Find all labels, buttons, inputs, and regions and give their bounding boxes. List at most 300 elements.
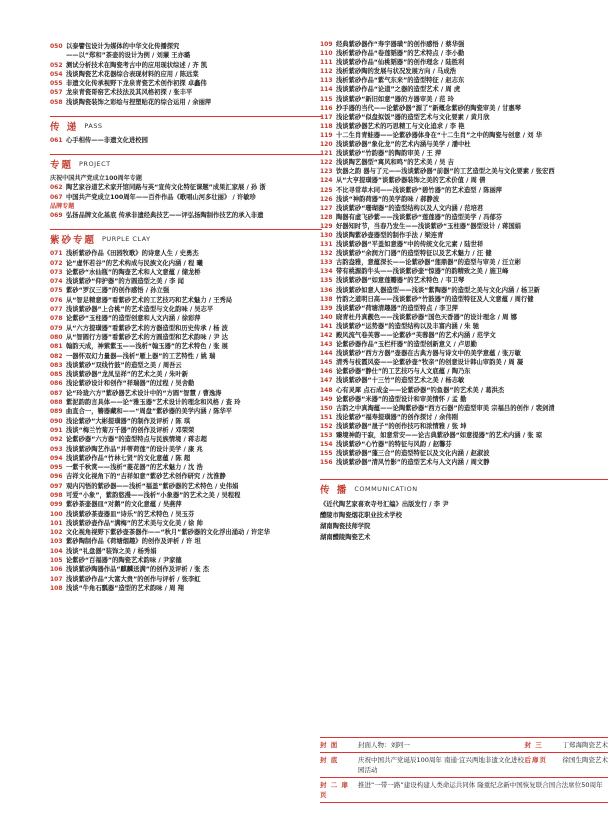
toc-entry bbox=[320, 231, 608, 240]
page-number: 094 bbox=[50, 454, 63, 462]
entry-title: 翰韵天成，神萦紫玉——浅析“翰玉器”的艺术特色 / 张 展 bbox=[66, 343, 228, 351]
entry-title: 论紫砂“玉柱器”的造型创意和人文内涵 / 徐彩萍 bbox=[66, 315, 201, 323]
page-number: 117 bbox=[320, 113, 333, 121]
page-number: 149 bbox=[320, 395, 333, 403]
cover-text: 庆祝中国共产党诞辰100周年 南通·宜兴两地非遗文化进校园活动 bbox=[358, 756, 525, 774]
section-title: 传 播 bbox=[320, 485, 349, 497]
page-number: 080 bbox=[50, 333, 63, 341]
cover-row bbox=[320, 780, 608, 800]
section-header-chuanbo1 bbox=[50, 116, 322, 133]
entry-title: 论紫砂“百福器”的陶瓷艺术韵味 / 尹家德 bbox=[66, 557, 182, 565]
page-number: 077 bbox=[50, 306, 63, 314]
entry-title: 从“大亨提璜器”谈紫砂器装饰之美的艺术价值 / 周 倩 bbox=[336, 177, 486, 185]
entry-title: 中国共产党成立100周年——百件作品《歌唱山河多壮丽》 / 许敏珍 bbox=[66, 193, 256, 201]
entry-title: 论紫砂器“六方器”的造型特点与民族情境 / 蒋志超 bbox=[66, 436, 207, 444]
toc-entry bbox=[320, 85, 608, 94]
toc-entry bbox=[50, 575, 322, 584]
entry-title: 浅析紫砂作品《田园牧歌》的诗意人生 / 史勇杰 bbox=[66, 250, 199, 258]
toc-entry bbox=[320, 358, 608, 367]
toc-entry bbox=[50, 370, 322, 379]
entry-title: 经典紫砂器作“寿宇器璜”的创作感悟 / 蔡华强 bbox=[336, 41, 465, 48]
divider-line bbox=[320, 737, 608, 738]
entry-title: 清秀与枝霞风姿——论紫砂壶“牧亲”的创意设计韩山审韵美 / 周 凝 bbox=[336, 359, 524, 367]
toc-entry bbox=[50, 296, 322, 305]
page-number: 098 bbox=[50, 491, 63, 499]
page-number: 152 bbox=[320, 422, 333, 430]
toc-entry bbox=[320, 376, 608, 385]
toc-entry bbox=[50, 454, 322, 463]
page-number: 128 bbox=[320, 213, 333, 221]
entry-title: 古韵盎雅，意蕴深长——论紫砂器“莲鼎器”的造型与审美 / 汪立彬 bbox=[336, 259, 521, 267]
toc-entry bbox=[50, 528, 322, 537]
page-number: 100 bbox=[50, 510, 63, 518]
page-number: 052 bbox=[50, 61, 63, 69]
toc-entry bbox=[50, 79, 322, 88]
project-subheading: 品牌专题 bbox=[50, 202, 75, 210]
entry-title: 从“六方提璜器”看紫砂艺术的方器造型和历史传承 / 杨 波 bbox=[66, 324, 228, 332]
entry-title: 以泰譬包设计为媒体的中华文化传播探究 bbox=[66, 43, 180, 50]
page-number: 102 bbox=[50, 529, 63, 537]
toc-entry bbox=[50, 352, 322, 361]
page-number: 075 bbox=[50, 287, 63, 295]
entry-title: 浅谈紫砂“心竹器”的特征与风韵 / 赵馨芬 bbox=[336, 441, 452, 449]
page-number: 107 bbox=[50, 575, 63, 583]
toc-entry bbox=[50, 510, 322, 519]
page-number: 081 bbox=[50, 343, 63, 351]
page-number: 058 bbox=[50, 98, 63, 106]
toc-entry bbox=[50, 136, 322, 145]
cover-row bbox=[320, 755, 608, 775]
page-number: 127 bbox=[320, 204, 333, 212]
entry-title: 论紫砂器“米器”的造型设计和审美情怀 / 孟 勤 bbox=[336, 395, 467, 403]
entry-title: 浅谈紫砂作品“大富大贵”的创作与评析 / 张李虹 bbox=[66, 575, 201, 583]
entry-title: 浅谈紫砂器“龙凤呈祥”的艺术之美 / 朱叶新 bbox=[66, 371, 189, 379]
page-number: 144 bbox=[320, 350, 333, 358]
toc-entry bbox=[50, 211, 322, 220]
entry-title: 从“智足精意器”看紫砂艺术的工艺技巧和艺术魅力 / 王秀局 bbox=[66, 296, 233, 304]
entry-title: 浅谈紫砂作品“竹林七贤”的文化意蕴 / 陈 超 bbox=[66, 454, 191, 462]
page-number: 074 bbox=[50, 278, 63, 286]
entry-title: 古韵之中真淘蕴——论陶紫砂器“西方石器”的造型审美 宗福吕的创作 / 裴剑清 bbox=[336, 404, 555, 412]
toc-entry bbox=[320, 149, 608, 158]
cover-label: 封 二 扉 页 bbox=[320, 781, 350, 799]
entry-title: 抄手器的当代——论紫砂器“源了”新概念紫砂的陶瓷审美 / 甘惠琴 bbox=[336, 104, 521, 112]
entry-title: 十二生肖青蛙器——论紫砂器体身在“十二生肖”之中的陶瓷与创意 / 刘 华 bbox=[336, 131, 543, 139]
toc-entry bbox=[50, 88, 322, 97]
entry-title: 浅谈紫砂器“十三竹”的造型艺术之美 / 杨志敏 bbox=[336, 377, 465, 385]
toc-entry bbox=[320, 395, 608, 404]
entry-title: 心有灵犀 点石成金——论紫砂器“钓鱼器”的艺术美 / 葛洪杰 bbox=[336, 386, 505, 394]
page-number: 115 bbox=[320, 95, 333, 103]
toc-entry bbox=[50, 463, 322, 472]
entry-title: 浅谈紫砂“新旧如意”器的方器审美 / 范 玲 bbox=[336, 95, 454, 103]
toc-entry bbox=[50, 565, 322, 574]
page-number: 082 bbox=[50, 352, 63, 360]
entry-title: 紫泥韵韵言具体——论“雅玉器”艺术设计的理念和风格 / 查 玲 bbox=[66, 399, 241, 407]
page-number: 108 bbox=[50, 584, 63, 592]
entry-title: 紫砂茶壶器皿“对鹅”的文化意蕴 / 吴燕萍 bbox=[66, 501, 182, 509]
page-number: 096 bbox=[50, 473, 63, 481]
page-number: 092 bbox=[50, 436, 63, 444]
cover-label: 封 三 bbox=[524, 741, 543, 749]
page-number: 069 bbox=[50, 211, 63, 219]
entry-title: 浅谈紫砂“双线竹鼓”的造型之美 / 周吾云 bbox=[66, 361, 182, 369]
toc-entry bbox=[50, 183, 322, 192]
toc-entry bbox=[50, 407, 322, 416]
toc-entry bbox=[320, 104, 608, 113]
toc-entry bbox=[320, 222, 608, 231]
entry-title: 浅谈“牛角石瓢器”造型的艺术韵味 / 周 翔 bbox=[66, 584, 184, 592]
toc-entry bbox=[320, 431, 608, 440]
page-number: 073 bbox=[50, 268, 63, 276]
page-number: 087 bbox=[50, 389, 63, 397]
entry-title: 浅谈紫砂器“晟子”的创作技巧和浓情雅 / 张 坤 bbox=[336, 422, 467, 430]
entry-title: 浅析紫砂作品“卷莲韬器”的艺术特点 / 李小勤 bbox=[336, 50, 465, 58]
page-number: 090 bbox=[50, 417, 63, 425]
page-number: 113 bbox=[320, 77, 333, 85]
cover-row bbox=[320, 740, 608, 750]
section-subtitle: COMMUNICATION bbox=[354, 485, 418, 494]
page-number: 089 bbox=[50, 408, 63, 416]
entry-title: 紫砂陶制作品《荷塘烟趣》的创作及评析 / 许 坦 bbox=[66, 538, 201, 546]
toc-entry bbox=[320, 458, 608, 467]
cover-text: 封面人物：刘阿一 bbox=[358, 741, 410, 749]
entry-title: 殿风流气卷芙蓉——论紫砂“芙蓉器”的艺术内涵 / 范学文 bbox=[336, 332, 496, 339]
entry-title: 浅谈紫砂“仰护器”的方圆造型之美 / 李 闻 bbox=[66, 278, 184, 286]
page-number: 055 bbox=[50, 80, 63, 88]
section-header-chuanbo2 bbox=[320, 479, 608, 496]
toc-entry bbox=[50, 519, 322, 528]
toc-entry bbox=[50, 342, 322, 351]
entry-title: 浅谈紫砂器“清风竹影”的造型艺术与人文内涵 / 周文静 bbox=[336, 459, 490, 467]
entry-title: 一器怀双幻力量器—浅析“雁上器”的工艺特性 / 姚 瑞 bbox=[66, 352, 216, 360]
page-number: 067 bbox=[50, 193, 63, 201]
toc-entry bbox=[320, 510, 608, 521]
entry-title: 陶器有虚飞砂紫——浅谈紫砂“莲莲器”的造型美学 / 冯郁芬 bbox=[336, 213, 503, 221]
section-subtitle: PROJECT bbox=[79, 160, 111, 169]
page-number: 145 bbox=[320, 359, 333, 367]
section-title: 紫砂专题 bbox=[50, 235, 97, 247]
entry-title: 紫砂“罗汉三器”的创作感悟 / 孙立强 bbox=[66, 287, 170, 295]
toc-entry bbox=[320, 295, 608, 304]
page-number: 124 bbox=[320, 177, 333, 185]
page-number: 105 bbox=[50, 557, 63, 565]
toc-entry bbox=[50, 435, 322, 444]
entry-title: 论“虚怀若谷”的艺术构成与民族文化内涵 / 程 曦 bbox=[66, 259, 203, 267]
entry-title: 从“智圆行方器”看紫砂艺术的方圆造型和艺术韵味 / 尹 达 bbox=[66, 333, 228, 341]
toc-entry bbox=[320, 58, 608, 67]
toc-entry bbox=[50, 491, 322, 500]
entry-title: 浅谈陶瓷装饰之彩绘与捏塑贴花的综合运用 / 余丽萍 bbox=[66, 98, 212, 106]
page-number: 054 bbox=[50, 70, 63, 78]
toc-entry bbox=[320, 186, 608, 195]
toc-entry bbox=[320, 113, 608, 122]
entry-title: 测试分析技术在陶瓷考古中的应用现状综述 / 齐 凯 bbox=[66, 61, 208, 69]
page-number: 130 bbox=[320, 231, 333, 239]
entry-title: 浅谈“神韵荷器”的美学韵味 / 郝静波 bbox=[336, 195, 440, 203]
toc-entry bbox=[50, 314, 322, 323]
toc-entry bbox=[320, 367, 608, 376]
entry-title: 浅谈陶瓷艺术花器综合表现材料的应用 / 陈远棠 bbox=[66, 70, 199, 78]
page-number: 154 bbox=[320, 441, 333, 449]
divider-line bbox=[320, 752, 608, 753]
entry-title: 带有桃源韵牛头——浅谈紫砂壶“惊器”的韵精致之美 / 施卫峰 bbox=[336, 268, 509, 276]
entry-title: 浅谈紫砂“运势器”的造型结构以及丰富内涵 / 朱 驰 bbox=[336, 322, 480, 330]
entry-title: 论紫砂“水仙瓶”的陶壶艺术和人文意蕴 / 储龙桥 bbox=[66, 268, 201, 276]
toc-entry bbox=[50, 426, 322, 435]
entry-title: ——以“郑和”茶壶的设计为例 / 刘蒹 王亦璐 bbox=[66, 52, 191, 60]
page-number: 110 bbox=[320, 50, 333, 58]
project-subheading: 庆祝中国共产党成立100周年专题 bbox=[50, 175, 142, 183]
page-number: 141 bbox=[320, 322, 333, 330]
page-number: 146 bbox=[320, 368, 333, 376]
entry-title: 心手相传——非遗文化进校园 bbox=[66, 137, 148, 145]
page-number: 079 bbox=[50, 324, 63, 332]
page-number: 071 bbox=[50, 250, 63, 258]
entry-title: 晓青杜丹真靓色——浅谈紫砂器“国色天香器”的设计理念 / 周 娜 bbox=[336, 313, 517, 321]
page-number: 143 bbox=[320, 341, 333, 349]
entry-title: 不比寻常草木同——浅谈紫砂“碧竹器”的艺术造型 / 陈丽萍 bbox=[336, 186, 503, 194]
entry-title: 臻境神韵干寂，如意常安——论古典紫砂器“如意提器”的艺术内涵 / 张 琼 bbox=[336, 432, 543, 440]
entry-title: 醴陵市陶瓷烟花职业技术学校 bbox=[320, 512, 402, 520]
page-number: 120 bbox=[320, 141, 333, 149]
page-number: 131 bbox=[320, 241, 333, 249]
toc-entry bbox=[320, 122, 608, 131]
page-number: 078 bbox=[50, 315, 63, 323]
cover-text: 徐国生陶瓷艺术 bbox=[562, 756, 608, 764]
page-number: 153 bbox=[320, 432, 333, 440]
entry-title: 好器知时节，当春乃发生——浅谈紫砂“玉柱器”器型设计 / 蒋国娟 bbox=[336, 222, 521, 230]
page-number: 104 bbox=[50, 547, 63, 555]
right-column bbox=[320, 40, 608, 543]
toc-entry bbox=[50, 389, 322, 398]
section-title: 专题 bbox=[50, 160, 74, 172]
entry-title: 观内闪悟的紫砂器——浅析“福盖”紫砂器的艺术特色 / 史伟娟 bbox=[66, 482, 239, 490]
entry-title: 浅谈紫砂器“象化龙”的艺术内涵与美学 / 潘中杜 bbox=[336, 141, 471, 149]
toc-entry bbox=[320, 422, 608, 431]
page-number: 109 bbox=[320, 41, 333, 48]
entry-title: 浅论紫砂设计和创作“祥瑞器”的过程 / 吴舍勤 bbox=[66, 380, 195, 388]
toc-entry bbox=[50, 333, 322, 342]
entry-title: 浅论紫砂“福寿提璜器”的创作探讨 / 余伟刚 bbox=[336, 413, 459, 421]
entry-title: 文化视角视野下紫砂壶茶器作——“秋月”紫砂器的文化浮出涌动 / 许定华 bbox=[66, 529, 270, 537]
page-number: 133 bbox=[320, 259, 333, 267]
entry-title: 可爱“小象”，紫韵悠漫——浅析“小象器”的艺术之美 / 吴程程 bbox=[66, 491, 241, 499]
entry-title: 浅谈紫砂陶艺作品“并蒂荷莲”的设计美学 / 康 兆 bbox=[66, 445, 203, 453]
entry-title: 浅谈紫砂茶壶器皿“诗乐”的艺术特色 / 吴玉芬 bbox=[66, 510, 195, 518]
page-number: 125 bbox=[320, 186, 333, 194]
cover-label: 封 底 bbox=[320, 756, 339, 764]
entry-title: 论“玲珑六方”紫砂器艺术设计中的“方圆”智慧 / 曹逸涛 bbox=[66, 389, 222, 397]
entry-title: 陶艺家谷道艺术家开馆同路与英“宣传文化特征课题”成果汇家展 / 孙 浙 bbox=[66, 184, 266, 192]
toc-entry bbox=[50, 51, 322, 60]
entry-title: 浅谈紫砂如意人器造型——浅谈“紫陶器”的造型之美与文化内涵 / 杨卫新 bbox=[336, 286, 540, 294]
page-number: 116 bbox=[320, 104, 333, 112]
entry-title: 浅析紫砂陶的发展与状况发展方向 / 马成浩 bbox=[336, 68, 457, 76]
entry-title: 曲直合一，簪器藏和——“周盘”紫砂器的美学内涵 / 陈华平 bbox=[66, 408, 233, 416]
toc-entry bbox=[50, 482, 322, 491]
toc-entry bbox=[50, 445, 322, 454]
toc-entry bbox=[50, 500, 322, 509]
toc-entry bbox=[320, 449, 608, 458]
section-header-zisha bbox=[50, 229, 322, 246]
entry-title: 浅谈“梅兰竹菊万千器”的创作及评析 / 邓荣荣 bbox=[66, 426, 195, 434]
entry-title: 论紫砂器作品“玉栏杆器”的造型创新意义 / 卢思勤 bbox=[336, 341, 477, 349]
toc-entry bbox=[320, 440, 608, 449]
entry-title: 浅谈紫砂“珊瑚器”的造型结构以及人文内涵 / 范培君 bbox=[336, 204, 484, 212]
cover-label: 后扉页 bbox=[524, 756, 547, 764]
toc-entry bbox=[320, 204, 608, 213]
page-number: 121 bbox=[320, 150, 333, 158]
toc-entry bbox=[320, 167, 608, 176]
toc-entry bbox=[320, 67, 608, 76]
entry-title: 《近代陶艺家喜欢寺号汇编》出版发行 / 李 尹 bbox=[320, 501, 449, 509]
toc-entry bbox=[320, 499, 608, 510]
toc-entry bbox=[50, 324, 322, 333]
entry-title: 浅谈紫砂器“平盖如意器”中的传统文化元素 / 陆世祥 bbox=[336, 241, 484, 249]
page-number: 106 bbox=[50, 566, 63, 574]
page-number: 112 bbox=[320, 68, 333, 76]
page-number: 062 bbox=[50, 184, 63, 192]
toc-entry bbox=[50, 277, 322, 286]
toc-entry bbox=[320, 521, 608, 532]
toc-entry bbox=[50, 286, 322, 295]
entry-title: 浅谈紫砂作品“论道”之器的造型艺术 / 周 虎 bbox=[336, 86, 461, 94]
page-number: 155 bbox=[320, 450, 333, 458]
toc-entry bbox=[50, 361, 322, 370]
entry-title: 浅谈紫砂陶器作品“麒麟送满”的创作及评析 / 张 杰 bbox=[66, 566, 210, 574]
cover-credits bbox=[320, 735, 608, 805]
toc-entry bbox=[320, 176, 608, 185]
page-number: 140 bbox=[320, 313, 333, 321]
page-number: 126 bbox=[320, 195, 333, 203]
entry-title: 浅谈紫砂“余润方门器”的造型特征以及艺术魅力 / 汪 健 bbox=[336, 250, 492, 258]
toc-entry bbox=[50, 547, 322, 556]
toc-entry bbox=[50, 268, 322, 277]
entry-title: 浅谈紫砂器“蓬三合”的造型特征以及文化内涵 / 赵淑波 bbox=[336, 450, 490, 458]
entry-title: 浅谈陶紫砂壶器型的制作手法 / 梁连青 bbox=[336, 231, 444, 239]
toc-entry bbox=[320, 158, 608, 167]
page-number: 138 bbox=[320, 295, 333, 303]
page-number: 148 bbox=[320, 386, 333, 394]
entry-title: 浅谈“礼盘器”装饰之美 / 杨秀娟 bbox=[66, 547, 157, 555]
page-number: 057 bbox=[50, 89, 63, 97]
left-column bbox=[50, 42, 322, 593]
page-number: 061 bbox=[50, 137, 63, 145]
entry-title: 龙泉青瓷哥窑艺术技法及其风格初探 / 张丰平 bbox=[66, 89, 193, 97]
page-number: 095 bbox=[50, 464, 63, 472]
toc-entry bbox=[320, 304, 608, 313]
toc-entry bbox=[320, 413, 608, 422]
page-number: 123 bbox=[320, 168, 333, 176]
entry-title: 非遗文化传承视野下龙泉青瓷艺术创作初探 卓鑫伟 bbox=[66, 80, 207, 88]
page-number: 088 bbox=[50, 399, 63, 407]
toc-entry bbox=[50, 379, 322, 388]
page-number: 086 bbox=[50, 380, 63, 388]
toc-entry bbox=[50, 556, 322, 565]
toc-entry bbox=[50, 61, 322, 70]
toc-entry bbox=[320, 240, 608, 249]
entry-title: 浅谈紫砂壶作品“满梅”的艺术美与文化美 / 徐 帅 bbox=[66, 519, 203, 527]
entry-title: 浅谈紫砂“竹韵器”的陶韵审美 / 王 萍 bbox=[336, 150, 442, 158]
section-subtitle: PASS bbox=[84, 122, 103, 131]
toc-entry bbox=[50, 305, 322, 314]
toc-entry bbox=[320, 331, 608, 340]
toc-entry bbox=[50, 249, 322, 258]
entry-title: 浅谈紫砂器“如意莲瓣器”的艺术特色 / 韦卫琴 bbox=[336, 277, 465, 285]
cover-label: 封 面 bbox=[320, 741, 339, 749]
page-number: 122 bbox=[320, 159, 333, 167]
toc-entry bbox=[50, 472, 322, 481]
page-number: 076 bbox=[50, 296, 63, 304]
toc-entry bbox=[320, 140, 608, 149]
entry-title: 浅谈紫砂器艺术的巧思精工与文化追求 / 李 艳 bbox=[336, 122, 465, 130]
page-number: 132 bbox=[320, 250, 333, 258]
entry-title: 浅析紫砂作品“紫气东来”的造型特征 / 赵志东 bbox=[336, 77, 465, 85]
toc-entry bbox=[320, 322, 608, 331]
toc-entry bbox=[320, 49, 608, 58]
page-number: 101 bbox=[50, 519, 63, 527]
entry-title: 浅论紫砂“似盘拟饭”器的造型艺术与文化要素 / 黄月欣 bbox=[336, 113, 490, 121]
toc-entry bbox=[320, 340, 608, 349]
divider-line bbox=[320, 802, 608, 803]
entry-title: 吉祥文化视角下的“吉祥如意”紫砂艺术创作研究 / 沈淮静 bbox=[66, 473, 226, 481]
toc-entry bbox=[320, 286, 608, 295]
page-number: 147 bbox=[320, 377, 333, 385]
toc-entry bbox=[320, 131, 608, 140]
toc-entry bbox=[50, 398, 322, 407]
page-number: 072 bbox=[50, 259, 63, 267]
toc-entry bbox=[50, 70, 322, 79]
entry-title: 浅谈紫砂“荷塘清趣器”的造型特点 / 李卫萍 bbox=[336, 304, 459, 312]
entry-title: 弘扬品牌文化基底 传承非遗经典技艺——评弘扬陶制作技艺的承入非遗 bbox=[66, 211, 264, 219]
toc-entry bbox=[320, 386, 608, 395]
page-number: 134 bbox=[320, 268, 333, 276]
toc-entry bbox=[50, 98, 322, 107]
toc-entry bbox=[50, 42, 322, 51]
toc-entry bbox=[320, 349, 608, 358]
toc-entry bbox=[320, 267, 608, 276]
entry-title: 浅谈陶艺器型“寓风和鸣”的艺术美 / 吴 吉 bbox=[336, 159, 454, 167]
toc-entry bbox=[320, 76, 608, 85]
toc-entry bbox=[50, 193, 322, 202]
toc-entry bbox=[320, 276, 608, 285]
entry-title: 浅谈紫砂作品“仙桃韬器”的创作理念 / 陆胜利 bbox=[336, 59, 465, 67]
page-number: 091 bbox=[50, 426, 63, 434]
toc-entry bbox=[320, 313, 608, 322]
cover-text: 推进“一带一路”建设构建人类命运共同体 隆重纪念新中国恢复联合国合法席位50周年 bbox=[358, 781, 603, 789]
page-number: 114 bbox=[320, 86, 333, 94]
page-number: 099 bbox=[50, 501, 63, 509]
entry-title: 论紫砂器“静仕”的工艺技巧与人文底蕴 / 陶乃东 bbox=[336, 368, 471, 376]
section-title: 传 递 bbox=[50, 122, 79, 134]
page-number: 156 bbox=[320, 459, 333, 467]
page-number: 150 bbox=[320, 404, 333, 412]
page-number: 103 bbox=[50, 538, 63, 546]
toc-entry bbox=[50, 417, 322, 426]
entry-title: 湖南醴陵陶瓷艺术 bbox=[320, 534, 371, 542]
toc-entry bbox=[50, 259, 322, 268]
page-number: 129 bbox=[320, 222, 333, 230]
entry-title: 浅谈紫砂器“上合桃”的艺术造型与文化韵味 / 吴志平 bbox=[66, 306, 214, 314]
page-number: 111 bbox=[320, 59, 333, 67]
entry-title: 饮器之韵 器与了元——浅谈紫砂器“前器”的工艺造型之美与文化要素 / 张宏西 bbox=[336, 168, 555, 176]
entry-title: 浅谈紫砂“西方方器”壶器在古典方器与诗文中的美学意蕴 / 张万敏 bbox=[336, 350, 521, 358]
page-number: 136 bbox=[320, 286, 333, 294]
page-number: 050 bbox=[50, 43, 63, 50]
section-header-zhuanti bbox=[50, 154, 322, 171]
page-number: 085 bbox=[50, 371, 63, 379]
